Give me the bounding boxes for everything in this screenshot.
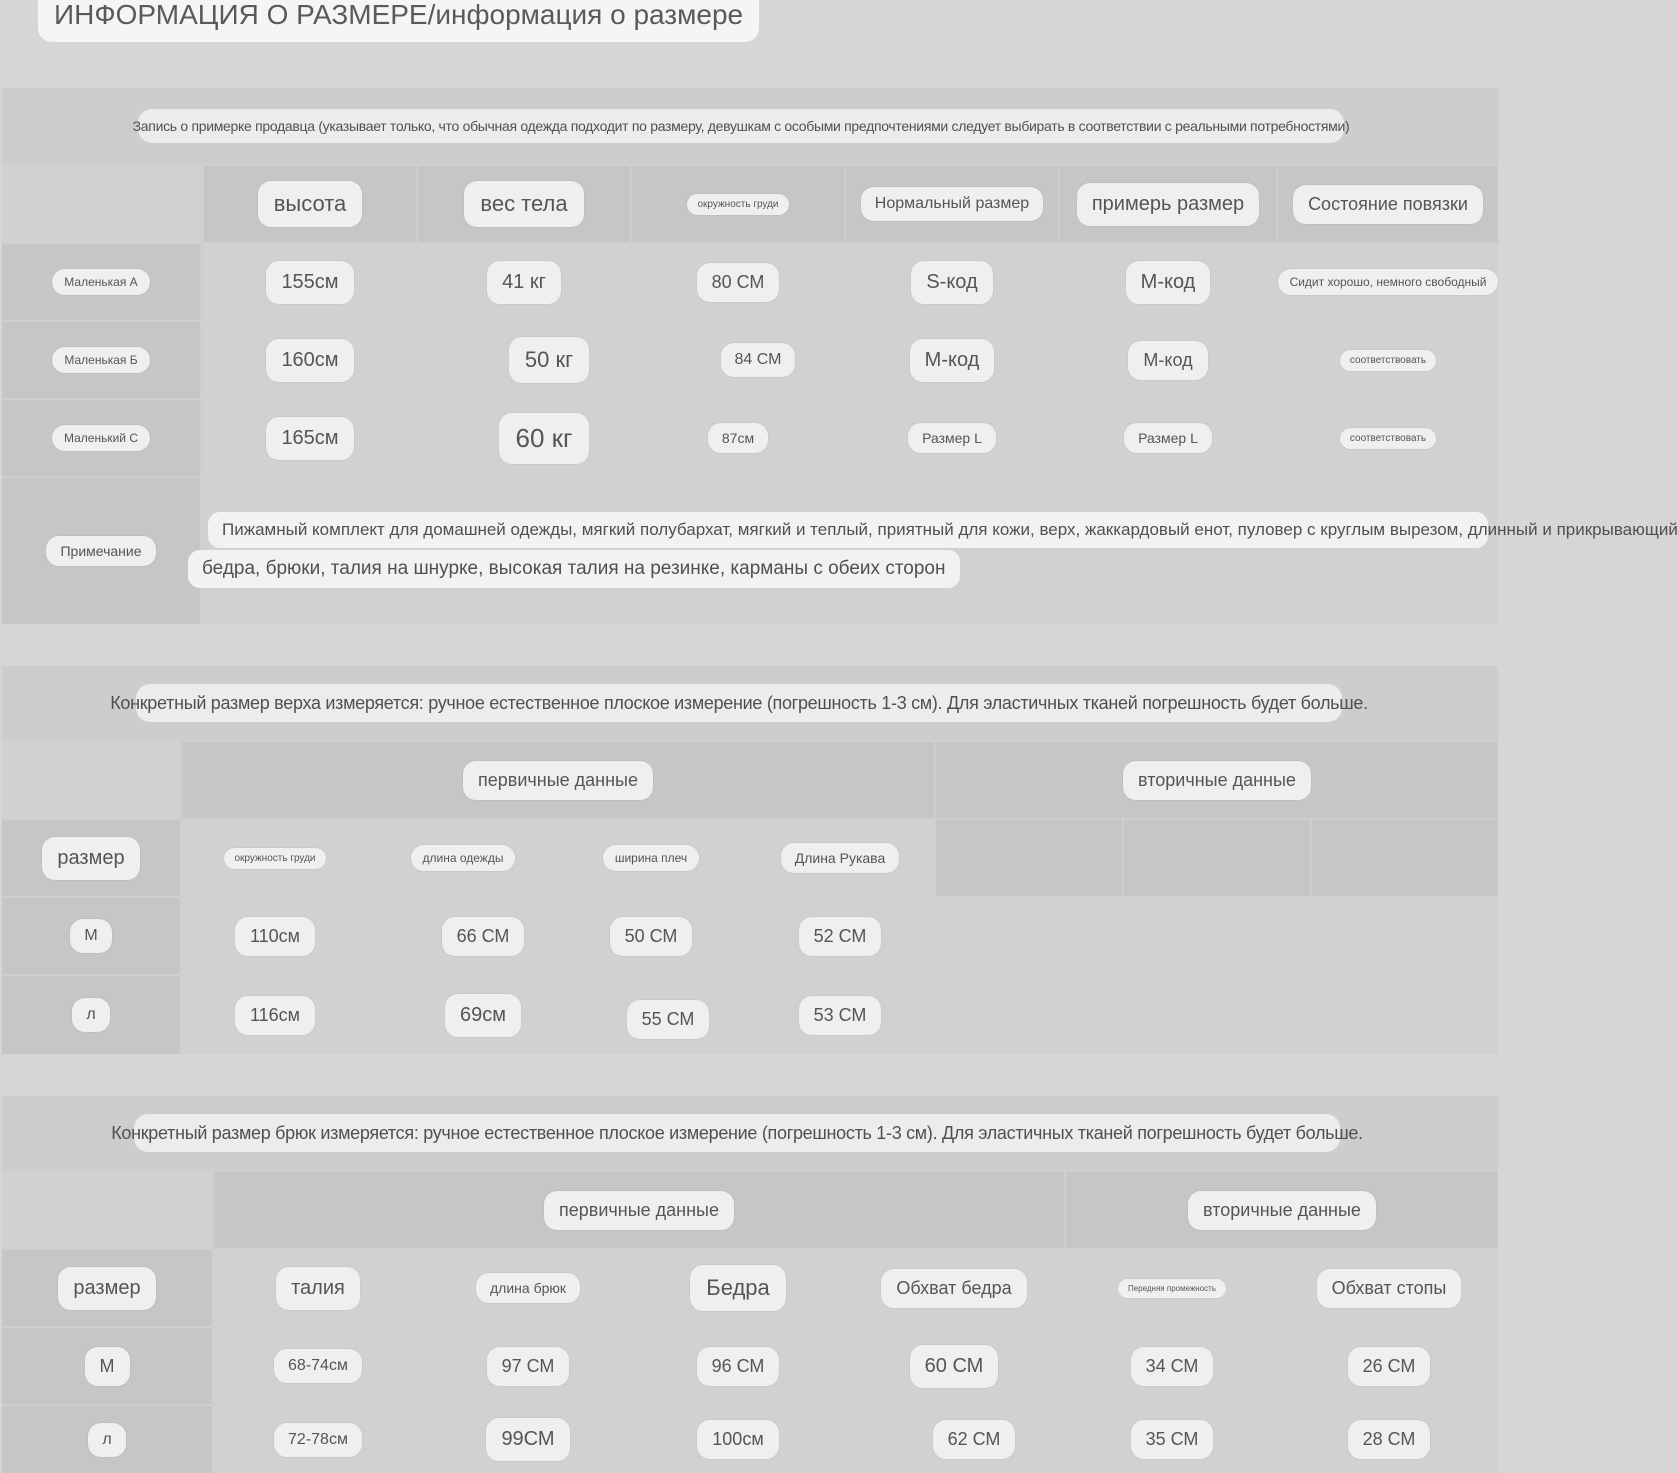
pants-header-front-rise: Передняя промежность [1118,1279,1226,1298]
header-chest: окружность груди [687,194,788,215]
header-height: высота [258,181,363,227]
pants-cell-front-rise: 34 СМ [1131,1347,1214,1386]
cell-fit-state: Сидит хорошо, немного свободный [1278,269,1499,295]
page-title: ИНФОРМАЦИЯ О РАЗМЕРЕ/информация о размере [38,0,759,42]
note-line-2: бедра, брюки, талия на шнурке, высокая талия на резинке, карманы с обеих сторон [188,550,960,588]
cell-weight: 41 кг [487,261,561,304]
top-cell-shoulder: 50 СМ [610,917,693,956]
top-size-header: размер [42,837,139,880]
cell-normal-size: Размер L [908,423,996,453]
pants-size-header: размер [58,1267,155,1310]
pants-header-leg-opening: Обхват стопы [1317,1269,1462,1308]
row-label: Маленькая Б [52,347,149,373]
top-header-length: длина одежды [411,845,516,871]
row-label: Маленькая А [52,269,149,295]
pants-cell-leg-opening: 28 СМ [1348,1420,1431,1459]
top-size-label: М [70,919,111,953]
top-cell-chest: 110см [235,917,315,956]
top-cell-length: 69см [445,994,521,1037]
pants-header-length: длина брюк [476,1273,580,1303]
top-size-label: л [72,998,109,1032]
header-try-size: примерь размер [1077,183,1259,226]
pants-size-label: М [85,1347,130,1386]
cell-try-size: М-код [1126,261,1211,304]
pants-cell-hips: 100см [697,1420,778,1459]
cell-height: 160см [266,339,353,382]
top-cell-sleeve: 53 СМ [799,996,882,1035]
pants-cell-waist: 72-78см [274,1423,362,1457]
cell-chest: 87см [708,423,768,453]
cell-weight: 60 кг [499,413,588,464]
top-panel [2,666,1498,1054]
cell-height: 155см [266,261,353,304]
pants-cell-front-rise: 35 СМ [1131,1420,1214,1459]
cell-height: 165см [266,417,353,460]
pants-cell-waist: 68-74см [274,1349,362,1383]
top-cell-sleeve: 52 СМ [799,917,882,956]
top-header-chest: окружность груди [224,848,325,869]
cell-fit-state: соответствовать [1340,428,1436,449]
header-fit-state: Состояние повязки [1293,185,1483,224]
cell-chest: 84 СМ [721,343,796,377]
pants-primary-header: первичные данные [544,1191,734,1230]
top-header-sleeve: Длина Рукава [781,843,900,873]
pants-header-thigh: Обхват бедра [881,1269,1026,1308]
header-weight: вес тела [464,181,583,227]
cell-normal-size: М-код [910,339,995,382]
top-secondary-header: вторичные данные [1123,761,1311,800]
pants-size-label: л [88,1423,125,1457]
top-header-shoulder: ширина плеч [603,845,699,871]
cell-try-size: Размер L [1124,423,1212,453]
top-cell-length: 66 СМ [442,917,525,956]
pants-cell-leg-opening: 26 СМ [1348,1347,1431,1386]
cell-fit-state: соответствовать [1340,350,1436,371]
note-line-1: Пижамный комплект для домашней одежды, мягкий полубархат, мягкий и теплый, приятный для кожи, верх, жаккардовый енот, пуловер с круглым вырезом, длинный и прикрывающий [208,512,1488,548]
row-label: Маленький С [52,425,150,451]
top-banner: Конкретный размер верха измеряется: ручное естественное плоское измерение (погрешность 1-3 см). Для эластичных тканей погрешность будет больше. [136,684,1342,722]
note-label: Примечание [46,536,155,566]
cell-weight: 50 кг [509,337,589,383]
top-cell-shoulder: 55 СМ [627,1000,710,1039]
pants-cell-length: 99СМ [486,1418,569,1461]
fitting-banner: Запись о примерке продавца (указывает только, что обычная одежда подходит по размеру, девушкам с особыми предпочтениями следует выбирать в соответствии с реальными потребностями) [138,109,1344,143]
top-primary-header: первичные данные [463,761,653,800]
pants-banner: Конкретный размер брюк измеряется: ручное естественное плоское измерение (погрешность 1-3 см). Для эластичных тканей погрешность будет больше. [134,1114,1340,1152]
header-normal-size: Нормальный размер [861,187,1043,221]
pants-cell-hips: 96 СМ [697,1347,780,1386]
cell-chest: 80 СМ [697,263,780,302]
pants-cell-length: 97 СМ [487,1347,570,1386]
pants-panel [2,1096,1498,1473]
top-cell-chest: 116см [235,996,315,1035]
pants-cell-thigh: 60 СМ [910,1345,999,1388]
pants-cell-thigh: 62 СМ [933,1420,1016,1459]
pants-secondary-header: вторичные данные [1188,1191,1376,1230]
pants-header-waist: талия [276,1267,360,1310]
pants-header-hips: Бедра [690,1265,786,1311]
fitting-panel [2,88,1678,624]
cell-try-size: М-код [1128,341,1207,380]
cell-normal-size: S-код [911,261,992,304]
